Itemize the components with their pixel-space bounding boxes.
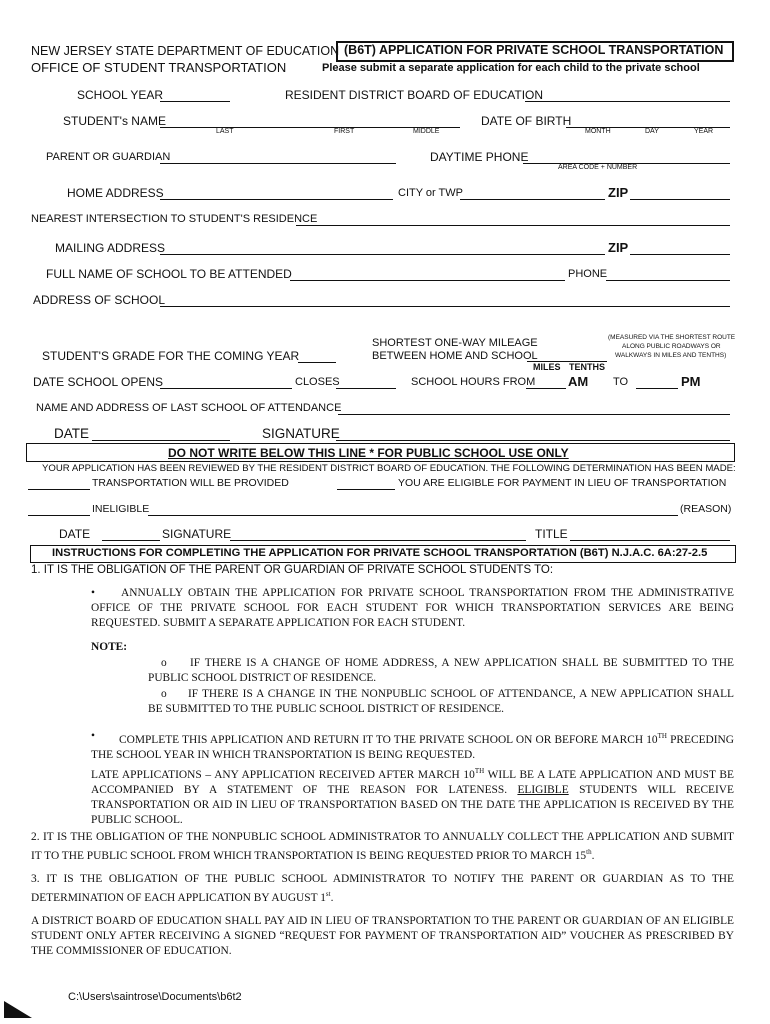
mileage-label-line1: SHORTEST ONE-WAY MILEAGE [372,337,538,349]
bullet-marker-2: • [91,730,95,742]
office-title-label: TITLE [535,527,568,541]
school-phone-label: PHONE [568,268,608,280]
office-date-label: DATE [59,527,91,541]
eligible-label: YOU ARE ELIGIBLE FOR PAYMENT IN LIEU OF TRANSPORTATION [398,477,727,489]
year-caption: YEAR [694,128,714,135]
last-name-caption: LAST [216,128,234,135]
date-opens-input[interactable] [160,388,292,389]
zip-label: ZIP [608,185,629,200]
last-school-label: NAME AND ADDRESS OF LAST SCHOOL OF ATTENDANCE [36,402,342,414]
office-date-input[interactable] [102,540,160,541]
reviewed-statement: YOUR APPLICATION HAS BEEN REVIEWED BY THE RESIDENT DISTRICT BOARD OF EDUCATION. THE FOLLOWING DETERMINATION HAS BEEN MADE: [42,463,736,474]
reason-label: (REASON) [680,503,732,515]
ineligible-label: INELIGIBLE [92,503,150,515]
department-name: NEW JERSEY STATE DEPARTMENT OF EDUCATION [31,44,340,58]
date-label: DATE [54,426,90,441]
note-label: NOTE: [91,641,128,653]
city-input[interactable] [460,199,605,200]
measured-note-line1: (MEASURED VIA THE SHORTEST ROUTE [608,334,736,341]
signature-label: SIGNATURE [262,426,340,441]
reason-input[interactable] [148,515,678,516]
resident-district-label: RESIDENT DISTRICT BOARD OF EDUCATION [285,88,544,102]
daytime-phone-label: DAYTIME PHONE [430,150,529,164]
to-label: TO [613,376,629,388]
measured-note-line3: WALKWAYS IN MILES AND TENTHS) [615,352,727,359]
intersection-label: NEAREST INTERSECTION TO STUDENT'S RESIDENCE [31,213,318,225]
note-marker-1: o [161,657,167,669]
late-applications: LATE APPLICATIONS – ANY APPLICATION RECEIVED AFTER MARCH 10TH WILL BE A LATE APPLICATION AND MUST BE ACCOMPANIED BY A STATEMENT OF THE REASON FOR LATENESS. ELIGIBLE STUDENTS WILL RECEIVE TRANSPORTATION OR AID IN LIEU OF TRANSPORTATION BASED ON THE DATE THE APPLICATION IS RECEIVED BY THE PUBLIC SCHOOL. [91,767,734,826]
school-name-label: FULL NAME OF SCHOOL TO BE ATTENDED [46,267,292,281]
instruction-bullet-1: ANNUALLY OBTAIN THE APPLICATION FOR PRIVATE SCHOOL TRANSPORTATION FROM THE ADMINISTRATIVE OFFICE OF THE PRIVATE SCHOOL FOR EACH STUDENT FOR WHICH TRANSPORTATION SERVICES ARE BEING REQUESTED. SUBMIT A SEPARATE APPLICATION FOR EACH STUDENT. [91,587,734,629]
student-name-label: STUDENT's NAME [63,114,166,128]
provided-checkbox[interactable] [28,489,90,490]
instruction-bullet-2: COMPLETE THIS APPLICATION AND RETURN IT TO THE PRIVATE SCHOOL ON OR BEFORE MARCH 10TH PRECEDING THE SCHOOL YEAR IN WHICH TRANSPORTATION IS BEING REQUESTED. [91,732,735,761]
middle-name-caption: MIDDLE [413,128,440,135]
office-signature-input[interactable] [230,540,526,541]
date-of-birth-label: DATE OF BIRTH [481,114,572,128]
zip-input[interactable] [630,199,730,200]
school-name-input[interactable] [290,280,565,281]
school-address-input[interactable] [160,306,730,307]
provided-label: TRANSPORTATION WILL BE PROVIDED [92,477,289,489]
closes-input[interactable] [336,388,396,389]
office-signature-label: SIGNATURE [162,527,232,541]
closing-paragraph: A DISTRICT BOARD OF EDUCATION SHALL PAY AID IN LIEU OF TRANSPORTATION TO THE PARENT OR GUARDIAN OF AN ELIGIBLE STUDENT ONLY AFTER RECEIVING A SIGNED “REQUEST FOR PAYMENT OF TRANSPORTATION AID” VOUCHER AS PRESCRIBED BY THE COMMISSIONER OF EDUCATION. [31,915,734,957]
date-input[interactable] [92,440,230,441]
office-title-input[interactable] [570,540,730,541]
mailing-address-input[interactable] [160,254,605,255]
school-year-label: SCHOOL YEAR [77,88,164,102]
first-name-caption: FIRST [334,128,355,135]
instruction-item-2: 2. IT IS THE OBLIGATION OF THE NONPUBLIC SCHOOL ADMINISTRATOR TO ANNUALLY COLLECT THE APPLICATION AND SUBMIT IT TO THE PUBLIC SCHOOL FROM WHICH TRANSPORTATION IS BEING REQUESTED PRIOR TO MARCH 15th. [31,831,734,862]
corner-arrow-icon [4,1001,34,1021]
instruction-item-3: 3. IT IS THE OBLIGATION OF THE PUBLIC SCHOOL ADMINISTRATOR TO NOTIFY THE PARENT OR GUARDIAN AS TO THE DETERMINATION OF EACH APPLICATION BY AUGUST 1st. [31,873,734,904]
hours-from-input[interactable] [526,388,566,389]
parent-guardian-input[interactable] [160,163,396,164]
instruction-item-1: 1. IT IS THE OBLIGATION OF THE PARENT OR GUARDIAN OF PRIVATE SCHOOL STUDENTS TO: [31,564,554,576]
date-opens-label: DATE SCHOOL OPENS [33,375,164,389]
form-subtitle: Please submit a separate application for each child to the private school [322,62,700,74]
tenths-caption: TENTHS [569,362,605,372]
am-label: AM [568,374,589,389]
note-2: IF THERE IS A CHANGE IN THE NONPUBLIC SCHOOL OF ATTENDANCE, A NEW APPLICATION SHALL BE SUBMITTED TO THE PUBLIC SCHOOL DISTRICT OF RESIDENCE. [148,688,734,715]
school-address-label: ADDRESS OF SCHOOL [33,293,166,307]
note-1: IF THERE IS A CHANGE OF HOME ADDRESS, A NEW APPLICATION SHALL BE SUBMITTED TO THE PUBLIC SCHOOL DISTRICT OF RESIDENCE. [148,657,734,684]
mailing-zip-label: ZIP [608,240,629,255]
parent-guardian-label: PARENT OR GUARDIAN [46,151,171,163]
school-phone-input[interactable] [606,280,730,281]
home-address-label: HOME ADDRESS [67,186,164,200]
closes-label: CLOSES [295,376,340,388]
grade-input[interactable] [298,362,336,363]
office-name: OFFICE OF STUDENT TRANSPORTATION [31,60,287,75]
hours-from-label: SCHOOL HOURS FROM [411,376,536,388]
hours-to-input[interactable] [636,388,678,389]
intersection-input[interactable] [296,225,730,226]
pm-label: PM [681,374,701,389]
eligible-checkbox[interactable] [337,489,395,490]
grade-label: STUDENT'S GRADE FOR THE COMING YEAR [42,349,300,363]
mailing-zip-input[interactable] [630,254,730,255]
note-marker-2: o [161,688,167,700]
resident-district-input[interactable] [525,101,730,102]
measured-note-line2: ALONG PUBLIC ROADWAYS OR [622,343,721,350]
ineligible-checkbox[interactable] [28,515,90,516]
form-title: (B6T) APPLICATION FOR PRIVATE SCHOOL TRANSPORTATION [344,43,724,57]
last-school-input[interactable] [338,414,730,415]
miles-caption: MILES [533,362,561,372]
home-address-input[interactable] [160,199,393,200]
instructions-heading: INSTRUCTIONS FOR COMPLETING THE APPLICATION FOR PRIVATE SCHOOL TRANSPORTATION (B6T) N.J.A.C. 6A:27-2.5 [52,547,708,559]
signature-input[interactable] [336,440,730,441]
file-path: C:\Users\saintrose\Documents\b6t2 [68,991,242,1003]
mailing-address-label: MAILING ADDRESS [55,241,166,255]
mileage-label-line2: BETWEEN HOME AND SCHOOL [372,350,538,362]
area-code-caption: AREA CODE + NUMBER [558,164,638,171]
day-caption: DAY [645,128,659,135]
city-label: CITY or TWP [398,187,463,199]
office-use-banner: DO NOT WRITE BELOW THIS LINE * FOR PUBLIC SCHOOL USE ONLY [168,446,569,460]
bullet-marker: • [91,587,95,599]
school-year-input[interactable] [160,101,230,102]
month-caption: MONTH [585,128,611,135]
